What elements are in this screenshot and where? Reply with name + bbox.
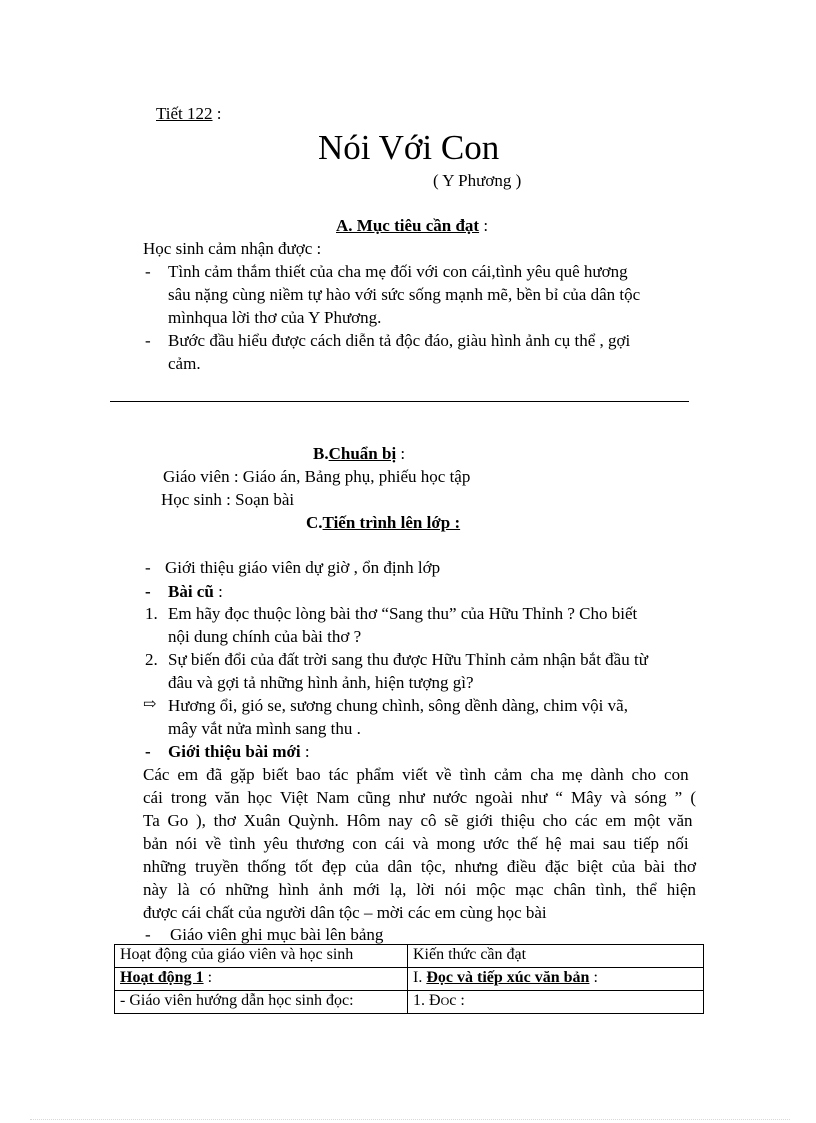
question-line: nội dung chính của bài thơ ? <box>168 627 362 646</box>
lesson-number: Tiết 122 : <box>156 104 222 123</box>
section-b-heading: B.Chuẩn bị : <box>313 444 406 463</box>
activity-table <box>114 944 704 1014</box>
question-number: 1. <box>145 604 158 623</box>
lesson-label: Tiết 122 <box>156 104 213 123</box>
table-cell: - Giáo viên hướng dẫn học sinh đọc: <box>115 991 408 1014</box>
table-cell: I. Đọc và tiếp xúc văn bản : <box>408 968 704 991</box>
bullet-dash: - <box>145 582 151 601</box>
question-line: Sự biến đổi của đất trời sang thu được Hữu Thỉnh cảm nhận bắt đầu từ <box>168 650 648 669</box>
arrow-icon: ⇨ <box>143 696 157 713</box>
last-item: Giáo viên ghi mục bài lên bảng <box>170 925 384 944</box>
bullet-dash: - <box>145 925 151 944</box>
old-lesson-heading: Bài cũ : <box>168 582 223 601</box>
paragraph-line: Các em đã gặp biết bao tác phẩm viết về tình cảm cha mẹ dành cho con <box>143 765 689 784</box>
table-header-knowledge: Kiến thức cần đạt <box>408 945 704 968</box>
bullet-dash: - <box>145 558 151 577</box>
paragraph-line: được cái chất của người dân tộc – mời các em cùng học bài <box>143 903 547 922</box>
objective-line: Tình cảm thắm thiết của cha mẹ đối với con cái,tình yêu quê hương <box>168 262 628 281</box>
horizontal-divider <box>110 401 689 402</box>
student-prep: Học sinh : Soạn bài <box>161 490 295 509</box>
section-a-intro: Học sinh cảm nhận được : <box>143 239 322 258</box>
question-line: đâu và gợi tả những hình ảnh, hiện tượng gì? <box>168 673 474 692</box>
paragraph-line: bản nói về tình yêu thương con cái và mong ước thế hệ mai sau tiếp nối <box>143 834 689 853</box>
objective-line: mìnhqua lời thơ của Y Phương. <box>168 308 382 327</box>
table-cell: Hoạt động 1 : <box>115 968 408 991</box>
section-a-heading: A. Mục tiêu cần đạt : <box>336 216 489 235</box>
table-cell: 1. ĐOc : <box>408 991 704 1014</box>
objective-line: Bước đầu hiểu được cách diễn tả độc đáo, giàu hình ảnh cụ thể , gợi <box>168 331 631 350</box>
paragraph-line: này là có những hình ảnh mới lạ, lời nói mộc mạc chân tình, thể hiện <box>143 880 696 899</box>
page-title: Nói Với Con <box>318 128 500 167</box>
paragraph-line: cái trong văn học Việt Nam cũng như nước ngoài như “ Mây và sóng ” ( <box>143 788 696 807</box>
paragraph-line: những truyền thống tốt đẹp của dân tộc, nhưng điều đặc biệt của bài thơ <box>143 857 696 876</box>
intro-item: Giới thiệu giáo viên dự giờ , ổn định lớp <box>165 558 441 577</box>
bullet-dash: - <box>145 331 151 350</box>
author: ( Y Phương ) <box>433 171 522 190</box>
table-row <box>115 945 704 968</box>
question-line: Em hãy đọc thuộc lòng bài thơ “Sang thu” của Hữu Thỉnh ? Cho biết <box>168 604 638 623</box>
table-header-activity: Hoạt động của giáo viên và học sinh <box>115 945 408 968</box>
bullet-dash: - <box>145 742 151 761</box>
table-row <box>115 991 704 1014</box>
objective-line: cảm. <box>168 354 201 373</box>
paragraph-line: Ta Go ), thơ Xuân Quỳnh. Hôm nay cô sẽ giới thiệu cho các em một văn <box>143 811 693 830</box>
table-row <box>115 968 704 991</box>
objective-line: sâu nặng cùng niềm tự hào với sức sống mạnh mẽ, bền bỉ của dân tộc <box>168 285 641 304</box>
new-lesson-heading: Giới thiệu bài mới : <box>168 742 310 761</box>
bullet-dash: - <box>145 262 151 281</box>
teacher-prep: Giáo viên : Giáo án, Bảng phụ, phiếu học tập <box>163 467 471 486</box>
answer-line: Hương ổi, gió se, sương chung chình, sông dềnh dàng, chim vội vã, <box>168 696 628 715</box>
question-number: 2. <box>145 650 158 669</box>
answer-line: mây vắt nửa mình sang thu . <box>168 719 361 738</box>
section-c-heading: C.Tiến trình lên lớp : <box>306 513 461 532</box>
page-bottom-edge <box>30 1119 790 1120</box>
